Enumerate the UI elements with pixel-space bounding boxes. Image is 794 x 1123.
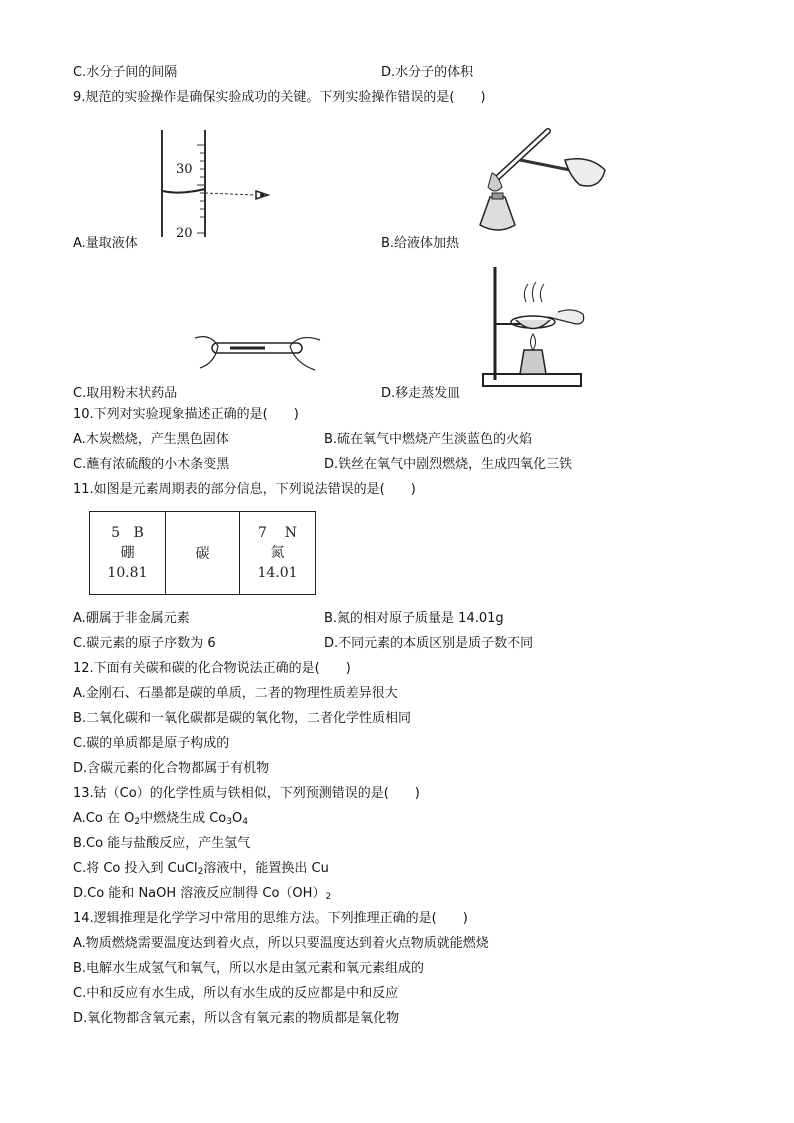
- q13-option-d: D.Co 能和 NaOH 溶液反应制得 $Co(OH)_2$: [73, 886, 332, 902]
- cylinder-tick-20: 20: [176, 226, 193, 241]
- q14-option-c: C.中和反应有水生成，所以有水生成的反应都是中和反应: [73, 986, 399, 1001]
- nitrogen-name: 氮: [270, 545, 285, 561]
- q10-option-a: A.木炭燃烧，产生黑色固体: [73, 432, 229, 447]
- q10-option-c: C.蘸有浓硫酸的小木条变黑: [73, 457, 230, 472]
- q13-option-c: C.将 Co 投入到 CuCl$_2$溶液中，能置换出 Cu: [73, 861, 329, 877]
- q13-stem: 13.钴（Co）的化学性质与铁相似，下列预测错误的是( ): [73, 786, 420, 801]
- q9-option-a: A.量取液体: [73, 236, 138, 251]
- q9-option-b: B.给液体加热: [381, 236, 460, 251]
- nitrogen-symbol: N: [284, 525, 298, 541]
- measuring-cylinder-figure: [150, 125, 290, 243]
- cylinder-tick-30: 30: [176, 162, 193, 177]
- boron-mass: 10.81: [107, 565, 148, 581]
- boron-number: 5: [111, 525, 121, 541]
- boron-cell: [90, 512, 166, 595]
- q11-option-d: D.不同元素的本质区别是质子数不同: [324, 636, 534, 651]
- q11-option-c: C.碳元素的原子序数为 6: [73, 636, 216, 651]
- q10-option-d: D.铁丝在氧气中剧烈燃烧，生成四氧化三铁: [324, 457, 573, 472]
- q14-option-b: B.电解水生成氢气和氧气，所以水是由氢元素和氧元素组成的: [73, 961, 425, 976]
- q14-option-d: D.氧化物都含氧元素，所以含有氧元素的物质都是氧化物: [73, 1011, 400, 1026]
- boron-name: 硼: [120, 545, 135, 561]
- q10-stem: 10.下列对实验现象描述正确的是( ): [73, 407, 299, 422]
- nitrogen-number: 7: [258, 525, 267, 541]
- q12-option-a: A.金刚石、石墨都是碳的单质，二者的物理性质差异很大: [73, 686, 398, 701]
- q8-option-c: C.水分子间的间隔: [73, 65, 178, 80]
- q9-option-c: C.取用粉末状药品: [73, 386, 178, 401]
- q12-stem: 12.下面有关碳和碳的化合物说法正确的是( ): [73, 661, 351, 676]
- q9-stem: 9.规范的实验操作是确保实验成功的关键。下列实验操作错误的是( ): [73, 90, 486, 105]
- q12-option-c: C.碳的单质都是原子构成的: [73, 736, 230, 751]
- q9-option-d: D.移走蒸发皿: [381, 386, 461, 401]
- periodic-table-excerpt: [89, 511, 316, 595]
- q13-option-b: B.Co 能与盐酸反应，产生氢气: [73, 836, 251, 851]
- q11-option-b: B.氮的相对原子质量是 14.01g: [324, 611, 504, 626]
- powder-in-test-tube-figure: [190, 328, 325, 378]
- q13-option-a: A.Co 在 $O_2$中燃烧生成 $Co_3O_4$: [73, 811, 248, 827]
- nitrogen-mass: 14.01: [257, 565, 298, 581]
- q14-option-a: A.物质燃烧需要温度达到着火点，所以只要温度达到着火点物质就能燃烧: [73, 936, 489, 951]
- q12-option-b: B.二氧化碳和一氧化碳都是碳的氧化物，二者化学性质相同: [73, 711, 412, 726]
- carbon-cell: [165, 512, 239, 595]
- evaporating-dish-figure: [478, 262, 588, 392]
- q14-stem: 14.逻辑推理是化学学习中常用的思维方法。下列推理正确的是( ): [73, 911, 468, 926]
- test-tube-heating-figure: [470, 125, 610, 243]
- q8-option-d: D.水分子的体积: [381, 65, 474, 80]
- q11-option-a: A.硼属于非金属元素: [73, 611, 190, 626]
- q12-option-d: D.含碳元素的化合物都属于有机物: [73, 761, 270, 776]
- q11-stem: 11.如图是元素周期表的部分信息，下列说法错误的是( ): [73, 482, 416, 497]
- q10-option-b: B.硫在氧气中燃烧产生淡蓝色的火焰: [324, 432, 533, 447]
- nitrogen-cell: [240, 512, 316, 595]
- carbon-name: 碳: [195, 546, 210, 562]
- boron-symbol: B: [133, 525, 144, 541]
